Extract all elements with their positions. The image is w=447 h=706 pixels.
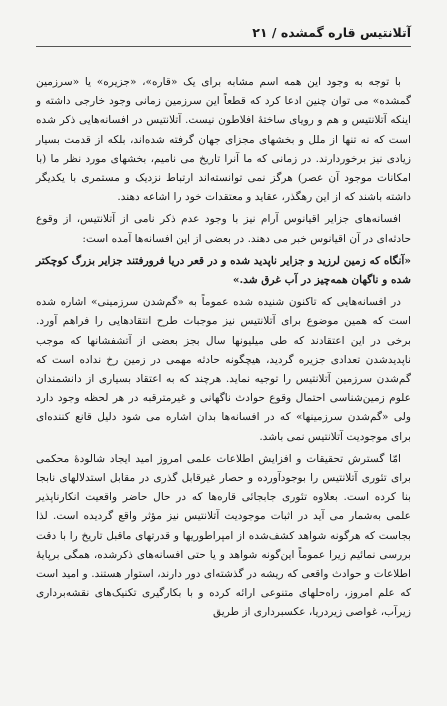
running-header [36,22,411,44]
paragraph-1: با توجه به وجود این همه اسم مشابه برای یک «قاره»، «جزیره» یا «سرزمین گمشده» می توان چنین ادعا کرد که قطعاً این سرزمین زمانی وجود خارجی داشته و اینکه آتلانتیس و هم و رویای ساختهٔ افلاطون نیست. آتلانتیس در افسانه‌هایی ذکر شده است که نه تنها از ملل و بخشهای مجزای جهان گرفته شده‌اند، بلکه از قدمت بسیار زیادی نیز برخوردارند. در زمانی که ما آنرا تاریخ می نامیم، بخشهای مورد نظر ما (با امکانات موجود آن عصر) هرگز نمی توانسته‌اند ارتباط نزدیک و مستمری با یکدیگر داشته باشند که از این رهگذر، عقاید و معتقدات خود را اشاعه دهند. [36,76,411,204]
paragraph-4: امّا گسترش تحقیقات و افزایش اطلاعات علمی امروز امید ایجاد شالودهٔ محکمی برای تئوری آتلانتیس را بوجودآورده و حصار غیرقابل گذری در مقابل استدلالهای نابجا بنا کرده است. بعلاوه تئوری جابجائی قاره‌ها که در حال حاضر واقعیت انکارناپذیر علمی به‌شمار می آید در اثبات موجودیت آتلانتیس نیز مؤثر واقع گردیده است. لذا بجاست که هرگونه شواهد کشف‌شده از امپراطوریها و قدرتهای ماقبل تاریخ را با دقت بررسی نمائیم زیرا عموماً این‌گونه شواهد و یا حتی افسانه‌های ذکرشده، همگی برپایهٔ اطلاعات و حوادث واقعی که ریشه در گذشته‌ای دور دارند، استوار هستند. و امید است که علم امروز، راه‌حلهای متنوعی ارائه کرده و با بکارگیری تکنیک‌های نقشه‌برداری زیرآب، غواصی زیردریا، عکسبرداری از طریق [36,452,411,619]
running-title: آتلانتیس قاره گمشده / ۲۱ [252,25,411,40]
body-text [36,73,411,623]
quoted-legend: «آنگاه که زمین لرزید و جزایر ناپدید شده و در قعر دریا فرورفتند جزایر بزرگ کوچکتر شده و ناگهان همه‌چیز در آب غرق شد.» [36,254,411,287]
paragraph-3: در افسانه‌هایی که تاکنون شنیده شده عموماً به «گم‌شدن سرزمینی» اشاره شده است که همین موضوع برای آتلانتیس نیز موجبات طرح انتقادهایی را فراهم آورد. برخی در این اعتقادند که طی میلیونها سال بجز بعضی از آتشفشانها که موجب ناپدیدشدن تعدادی جزیره گردید، هیچگونه حادثه مهمی در زمین رخ نداده است که گم‌شدن سرزمین آتلانتیس را توجیه نماید. هرچند که به اعتقاد بسیاری از دانشمندان علوم زمین‌شناسی احتمال وقوع حوادث ناگهانی و غیرمترقبه در هر لحظه وجود دارد ولی «گم‌شدن سرزمینها» که در افسانه‌ها بدان اشاره می شود دلیل قانع کننده‌ای برای موجودیت آتلانتیس نمی باشد. [36,296,411,443]
header-rule [36,46,411,47]
paragraph-2: افسانه‌های جزایر اقیانوس آرام نیز با وجود عدم ذکر نامی از آتلانتیس، از وقوع حادثه‌ای در آن اقیانوس خبر می دهند. در بعضی از این افسانه‌ها آمده است: [36,213,411,245]
